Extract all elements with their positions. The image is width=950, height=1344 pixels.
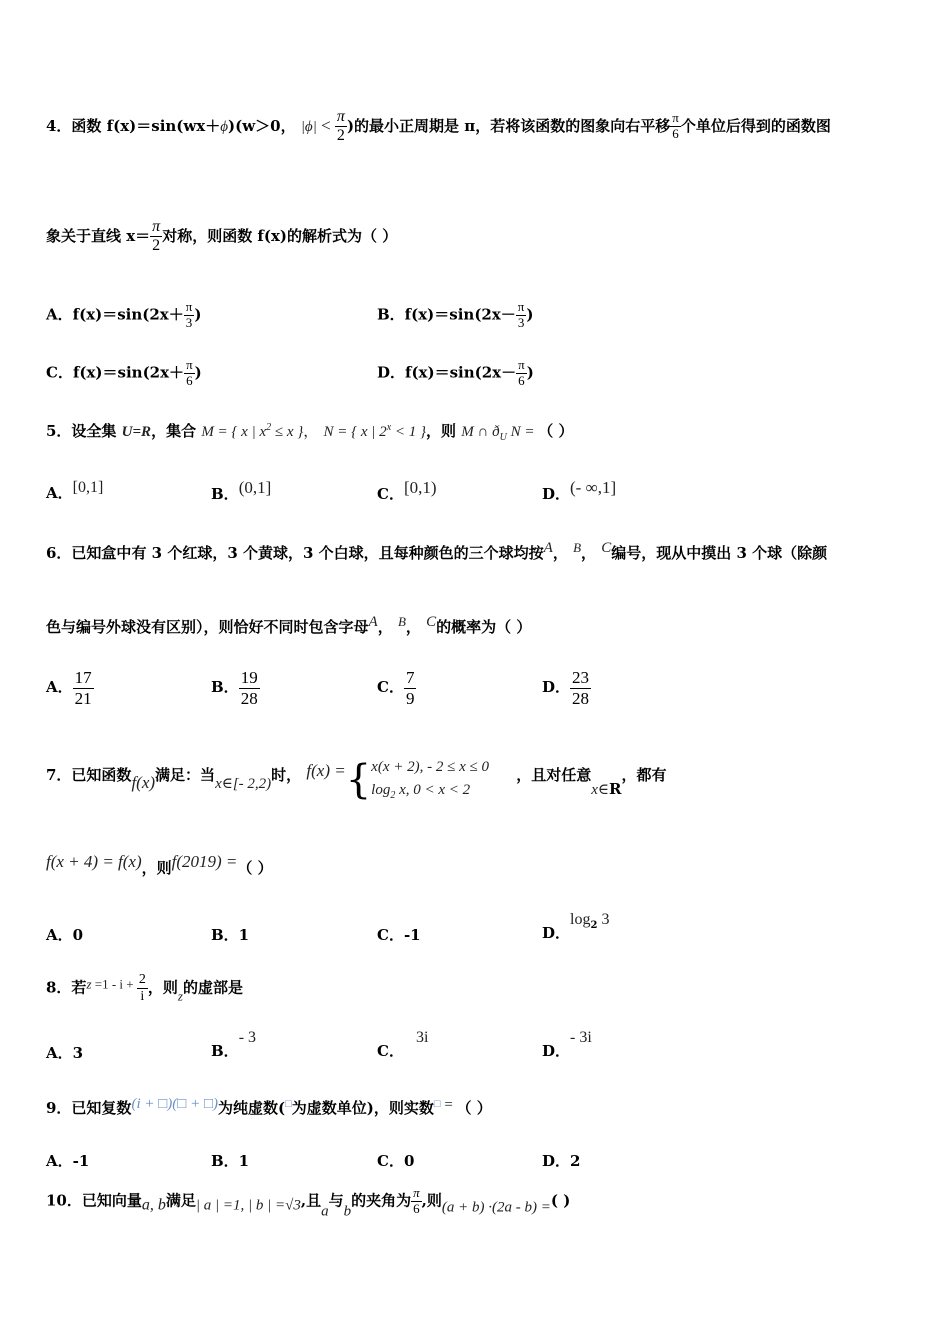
- q6-option-c[interactable]: C． $\frac{7}{9}$: [377, 668, 415, 708]
- q4-line1: 4．函数 f(x)＝sin(wx＋ϕ)(w＞0， |ϕ| < $\frac{\pi}{2}$ )的最小正周期是 π，若将该函数的图象向右平移 $\frac{\pi}{6}$ 个单位后得到的函数图: [46, 108, 831, 145]
- q8-option-c[interactable]: C．3i: [377, 1029, 429, 1060]
- q4-option-c[interactable]: C．f(x)＝sin(2x＋ $\frac{\pi}{6}$ ): [46, 357, 202, 388]
- q6-line2: 色与编号外球没有区别），则恰好不同时包含字母A， B， C的概率为（ ）: [46, 614, 532, 636]
- q9-option-c[interactable]: C．0: [377, 1152, 415, 1170]
- piecewise-cases: x(x + 2), - 2 ≤ x ≤ 0 $\log_2 x$, 0 < x < 2: [371, 759, 489, 802]
- complement-expr: M ∩ $ð_U$ N =: [461, 424, 539, 443]
- q6-line1: 6．已知盒中有 3 个红球，3 个黄球，3 个白球，且每种颜色的三个球均按A， B， C编号，现从中摸出 3 个球（除颜: [46, 540, 828, 562]
- q4-line2: 象关于直线 x＝ $\frac{\pi}{2}$ 对称，则函数 f(x)的解析式为（ ）: [46, 218, 398, 255]
- q8-option-b[interactable]: B．- 3: [211, 1029, 257, 1060]
- q6-option-a[interactable]: A． $\frac{17}{21}$: [46, 668, 92, 708]
- q7-option-b[interactable]: B．1: [211, 926, 250, 944]
- q7-stem: 7．已知函数f(x)满足：当x∈[- 2,2)时， f(x) ={ x(x + 2), - 2 ≤ x ≤ 0 $\log_2 x$, 0 < x < 2 ，且对任意x∈R，都有: [46, 756, 667, 803]
- q5-option-a[interactable]: A．[0,1]: [46, 479, 104, 502]
- q4-option-a[interactable]: A．f(x)＝sin(2x＋ $\frac{\pi}{3}$ ): [46, 299, 202, 330]
- q6-option-b[interactable]: B． $\frac{19}{28}$: [211, 668, 258, 708]
- q8-option-a[interactable]: A．3: [46, 1044, 84, 1062]
- pi-over-6: $\frac{\pi}{6}$: [672, 110, 679, 142]
- abs-phi: |ϕ|: [300, 118, 317, 135]
- q7-option-a[interactable]: A．0: [46, 926, 84, 944]
- set-n: N = { x | $2^x < 1$ }: [323, 422, 427, 440]
- q6-option-d[interactable]: D． $\frac{23}{28}$: [542, 668, 590, 708]
- complex-expr: (i + □)(□ + □): [131, 1096, 219, 1112]
- q5-option-c[interactable]: C．[0,1): [377, 478, 437, 503]
- pi-over-2: $\frac{\pi}{2}$: [152, 218, 161, 255]
- q8-stem: 8．若z =1 - i + $\frac{2}{i}$ ，则z的虚部是: [46, 972, 243, 1005]
- q5-option-d[interactable]: D．(- ∞,1]: [542, 478, 617, 503]
- q9-stem: 9．已知复数(i + □)(□ + □)为纯虚数(□为虚数单位)，则实数□ = （ ）: [46, 1096, 492, 1117]
- q9-option-a[interactable]: A．-1: [46, 1152, 90, 1170]
- q9-option-b[interactable]: B．1: [211, 1152, 250, 1170]
- q10-stem: 10．已知向量a, b满足| a | =1, | b | =√3,且a与b的夹角为 $\frac{\pi}{6}$ ,则(a + b) ·(2a - b) =( ): [46, 1185, 571, 1220]
- q4-option-d[interactable]: D．f(x)＝sin(2x－ $\frac{\pi}{6}$ ): [377, 357, 534, 388]
- q9-option-d[interactable]: D．2: [542, 1152, 581, 1170]
- q4-option-b[interactable]: B．f(x)＝sin(2x－ $\frac{\pi}{3}$ ): [377, 299, 534, 330]
- q7-option-c[interactable]: C．-1: [377, 926, 421, 944]
- q7-option-d[interactable]: D．$\log_2 3$: [542, 911, 610, 942]
- q7-line2: f(x + 4) = f(x)，则f(2019) =（ ）: [46, 852, 273, 877]
- pi-over-2: $\frac{\pi}{2}$: [336, 108, 345, 145]
- piecewise-brace: {: [345, 756, 372, 803]
- set-m: M = { x | $x^2 \le x$ }: [201, 422, 304, 440]
- q8-option-d[interactable]: D．- 3i: [542, 1029, 592, 1060]
- q5-option-b[interactable]: B．(0,1]: [211, 478, 272, 503]
- q5-stem: 5．设全集 U=R，集合 M = { x | $x^2 \le x$ }， N = { x | $2^x < 1$ }，则 M ∩ $ð_U$ N = （ ）: [46, 422, 574, 443]
